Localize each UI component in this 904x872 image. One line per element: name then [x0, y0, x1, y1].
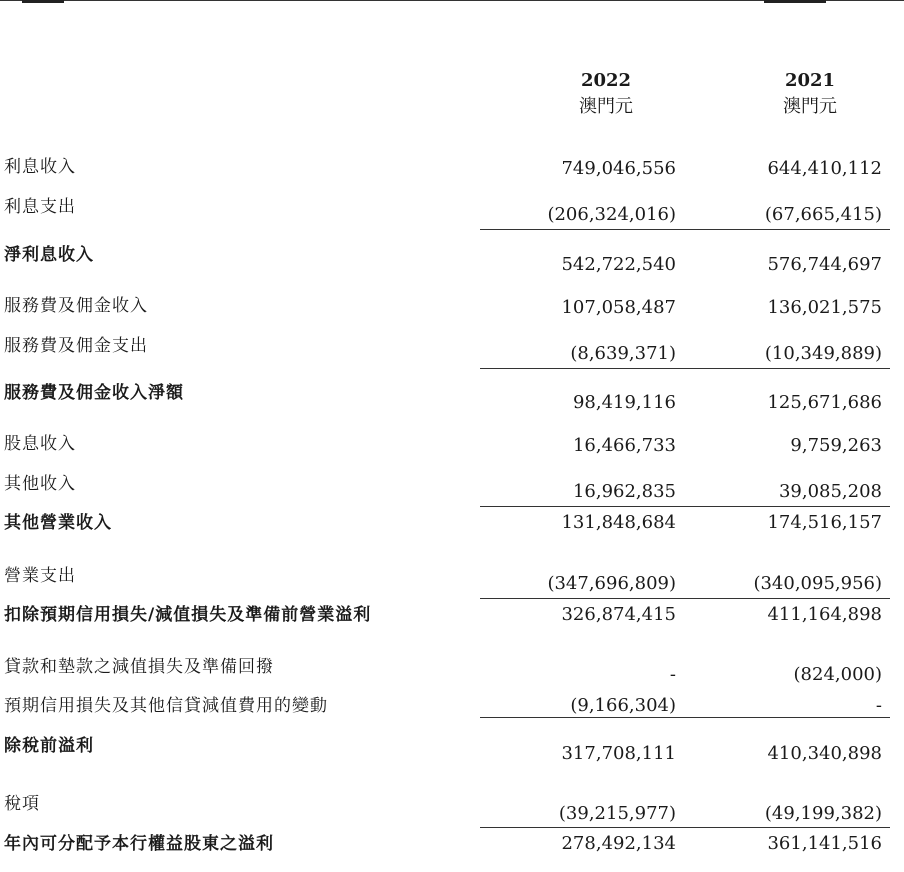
table-row	[0, 652, 904, 685]
subtotal-rule	[480, 229, 890, 230]
value-2022: 749,046,556	[561, 158, 676, 179]
table-row	[0, 331, 904, 364]
top-rule-mark-left	[22, 0, 64, 3]
value-2021: (67,665,415)	[764, 204, 882, 225]
table-row	[0, 192, 904, 225]
row-label: 利息支出	[4, 197, 76, 217]
table-row	[0, 291, 904, 321]
subtotal-rule	[480, 717, 890, 718]
value-2022: (9,166,304)	[570, 695, 676, 716]
row-label: 稅項	[4, 794, 40, 814]
top-rule-mark-right	[764, 0, 826, 3]
value-2021: 644,410,112	[767, 158, 882, 179]
row-label: 股息收入	[4, 434, 76, 454]
table-row	[0, 240, 904, 275]
row-label: 服務費及佣金收入	[4, 296, 148, 316]
value-2021: 411,164,898	[767, 604, 882, 625]
value-2022: 542,722,540	[561, 254, 676, 275]
value-2021: (824,000)	[793, 664, 882, 685]
row-label: 營業支出	[4, 566, 76, 586]
currency-2021: 澳門元	[783, 96, 837, 117]
value-2022: 16,466,733	[572, 435, 676, 456]
row-label: 除稅前溢利	[4, 736, 94, 756]
row-label: 淨利息收入	[4, 245, 94, 265]
table-row	[0, 508, 904, 538]
value-2021: 576,744,697	[767, 254, 882, 275]
row-label: 貸款和墊款之減值損失及準備回撥	[4, 657, 274, 677]
row-label: 服務費及佣金收入淨額	[4, 383, 184, 403]
value-2021: 361,141,516	[767, 833, 882, 854]
row-label: 預期信用損失及其他信貸減值費用的變動	[4, 696, 328, 716]
row-label: 其他收入	[4, 474, 76, 494]
table-row	[0, 378, 904, 413]
value-2022: (206,324,016)	[547, 204, 676, 225]
value-2021: -	[875, 695, 882, 716]
value-2021: 39,085,208	[778, 481, 882, 502]
value-2022: (347,696,809)	[547, 573, 676, 594]
subtotal-rule	[480, 598, 890, 599]
table-row	[0, 600, 904, 630]
subtotal-rule	[480, 368, 890, 369]
row-label: 服務費及佣金支出	[4, 336, 148, 356]
value-2021: 9,759,263	[790, 435, 882, 456]
row-label: 年內可分配予本行權益股東之溢利	[4, 834, 274, 854]
value-2021: 410,340,898	[767, 743, 882, 764]
value-2022: 16,962,835	[572, 481, 676, 502]
column-header-2021	[730, 68, 890, 120]
value-2022: 317,708,111	[561, 743, 676, 764]
currency-2022: 澳門元	[579, 96, 633, 117]
value-2021: 136,021,575	[767, 297, 882, 318]
table-row	[0, 152, 904, 182]
value-2021: (10,349,889)	[764, 343, 882, 364]
value-2022: 278,492,134	[561, 833, 676, 854]
table-row	[0, 829, 904, 859]
row-label: 其他營業收入	[4, 513, 112, 533]
subtotal-rule	[480, 827, 890, 828]
value-2022: 98,419,116	[572, 392, 676, 413]
value-2021: 125,671,686	[767, 392, 882, 413]
table-row	[0, 429, 904, 459]
value-2021: (340,095,956)	[753, 573, 882, 594]
table-row	[0, 731, 904, 764]
year-2021: 2021	[784, 70, 836, 91]
table-row	[0, 561, 904, 594]
column-header-2022	[526, 68, 686, 120]
year-2022: 2022	[580, 70, 632, 91]
value-2022: 326,874,415	[561, 604, 676, 625]
table-row	[0, 469, 904, 502]
value-2022: (8,639,371)	[570, 343, 676, 364]
subtotal-rule	[480, 506, 890, 507]
value-2022: 131,848,684	[561, 512, 676, 533]
value-2021: 174,516,157	[767, 512, 882, 533]
table-row	[0, 789, 904, 824]
value-2022: 107,058,487	[561, 297, 676, 318]
value-2021: (49,199,382)	[764, 803, 882, 824]
value-2022: -	[669, 664, 676, 685]
row-label: 扣除預期信用損失/減值損失及準備前營業溢利	[4, 605, 372, 625]
value-2022: (39,215,977)	[558, 803, 676, 824]
row-label: 利息收入	[4, 157, 76, 177]
